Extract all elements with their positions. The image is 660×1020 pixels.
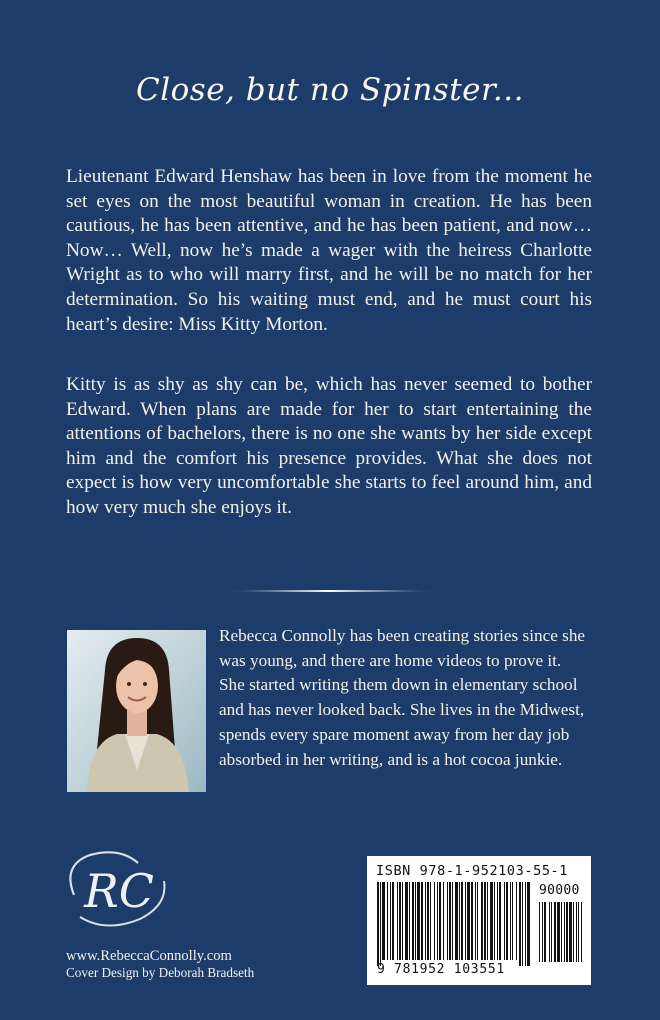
barcode-bar xyxy=(399,882,401,960)
barcode-addon-bar xyxy=(554,902,556,962)
barcode-bar xyxy=(452,882,453,960)
barcode-bar xyxy=(427,882,429,960)
barcode-addon-bar xyxy=(566,902,568,962)
barcode-bar xyxy=(497,882,498,960)
barcode-bar xyxy=(459,882,460,960)
barcode-bar xyxy=(512,882,513,960)
divider-line xyxy=(222,589,438,593)
barcode-bar xyxy=(490,882,493,960)
barcode-bar xyxy=(430,882,431,960)
barcode-bar xyxy=(499,882,501,960)
barcode-addon-bar xyxy=(578,902,579,962)
barcode-bar xyxy=(465,882,466,960)
price-code: 90000 xyxy=(539,883,580,898)
barcode-bar xyxy=(412,882,414,960)
barcode-addon-bar xyxy=(564,902,565,962)
svg-text:RC: RC xyxy=(84,864,154,918)
barcode-bar xyxy=(402,882,403,960)
barcode-addon-bar xyxy=(561,902,562,962)
barcode-bar xyxy=(525,882,526,966)
author-bio: Rebecca Connolly has been creating stories since she was young, and there are home videos to prove it. She started writing them down in elementary school and has never looked back. She lives in the Midwest, spends every spare moment away from her day job absorbed in her writing, and is a hot cocoa junkie. xyxy=(219,626,586,769)
barcode-bar xyxy=(475,882,476,960)
barcode-addon-bar xyxy=(549,902,550,962)
barcode-bar xyxy=(481,882,483,960)
barcode-bar xyxy=(494,882,495,960)
barcode-bar xyxy=(447,882,448,960)
barcode-bar xyxy=(434,882,435,960)
barcode-addon-bar xyxy=(569,902,572,962)
barcode-bar xyxy=(409,882,410,960)
barcode-bar xyxy=(522,882,523,966)
barcode-addon-bar xyxy=(581,902,582,962)
author-photo xyxy=(67,630,206,792)
barcode-bar xyxy=(443,882,444,960)
blurb-paragraph-2: Kitty is as shy as shy can be, which has never seemed to bother Edward. When plans are made for her to start entertaining the attentions of bachelors, there is no one she wants by her side except him and the comfort his presence provides. What she does not expect is how very uncomfortable she starts to feel around him, and how very much she enjoys it. xyxy=(66,374,592,518)
barcode-bar xyxy=(397,882,398,960)
barcode-bar xyxy=(471,882,473,960)
barcode-bar xyxy=(405,882,408,960)
tagline: Close, but no Spinster... xyxy=(135,72,524,108)
barcode-bar xyxy=(455,882,458,960)
barcode-bar xyxy=(425,882,426,960)
barcode-bar xyxy=(461,882,463,960)
barcode-bar xyxy=(417,882,420,960)
barcode-bar xyxy=(380,882,381,966)
barcode-bar xyxy=(437,882,438,960)
barcode-bar xyxy=(516,882,517,960)
ean-digits: 9 781952 103551 xyxy=(377,962,505,977)
barcode-bar xyxy=(506,882,508,960)
barcode-bar xyxy=(467,882,470,960)
barcode-bar xyxy=(392,882,394,960)
barcode-addon-bar xyxy=(542,902,543,962)
author-monogram-logo xyxy=(60,845,178,935)
barcode-addon-bar xyxy=(544,902,546,962)
barcode-bar xyxy=(504,882,505,960)
barcode-addon-bar xyxy=(557,902,560,962)
barcode-bar xyxy=(387,882,388,960)
barcode-bar xyxy=(477,882,478,960)
barcode-bar xyxy=(439,882,441,960)
barcode-bar xyxy=(449,882,451,960)
barcode-addon-bar xyxy=(576,902,577,962)
barcode-bar xyxy=(510,882,511,960)
barcode-bar xyxy=(382,882,385,960)
barcode-bar xyxy=(421,882,423,960)
barcode-addon-bar xyxy=(573,902,574,962)
blurb-paragraph-1: Lieutenant Edward Henshaw has been in love from the moment he set eyes on the most beautiful woman in creation. He has been cautious, he has been attentive, and he has been patient, and now… Now… Well, now he’s made a wager with the heiress Charlotte Wright as to who will marry first, and he will be no match for her determination. So his waiting must end, and he must court his heart’s desire: Miss Kitty Morton. xyxy=(66,166,592,335)
barcode-bar xyxy=(519,882,521,966)
author-website: www.RebeccaConnolly.com xyxy=(66,948,232,964)
cover-design-credit: Cover Design by Deborah Bradseth xyxy=(66,965,255,980)
barcode-bar xyxy=(377,882,379,966)
barcode-bar xyxy=(390,882,391,960)
barcode-bar xyxy=(415,882,416,960)
barcode-addon-bar xyxy=(551,902,552,962)
barcode-bar xyxy=(527,882,530,966)
barcode-bar xyxy=(484,882,486,960)
isbn-label: ISBN 978-1-952103-55-1 xyxy=(376,863,569,879)
barcode-addon-bar xyxy=(539,902,540,962)
barcode-bar xyxy=(487,882,488,960)
isbn-barcode xyxy=(367,856,591,985)
